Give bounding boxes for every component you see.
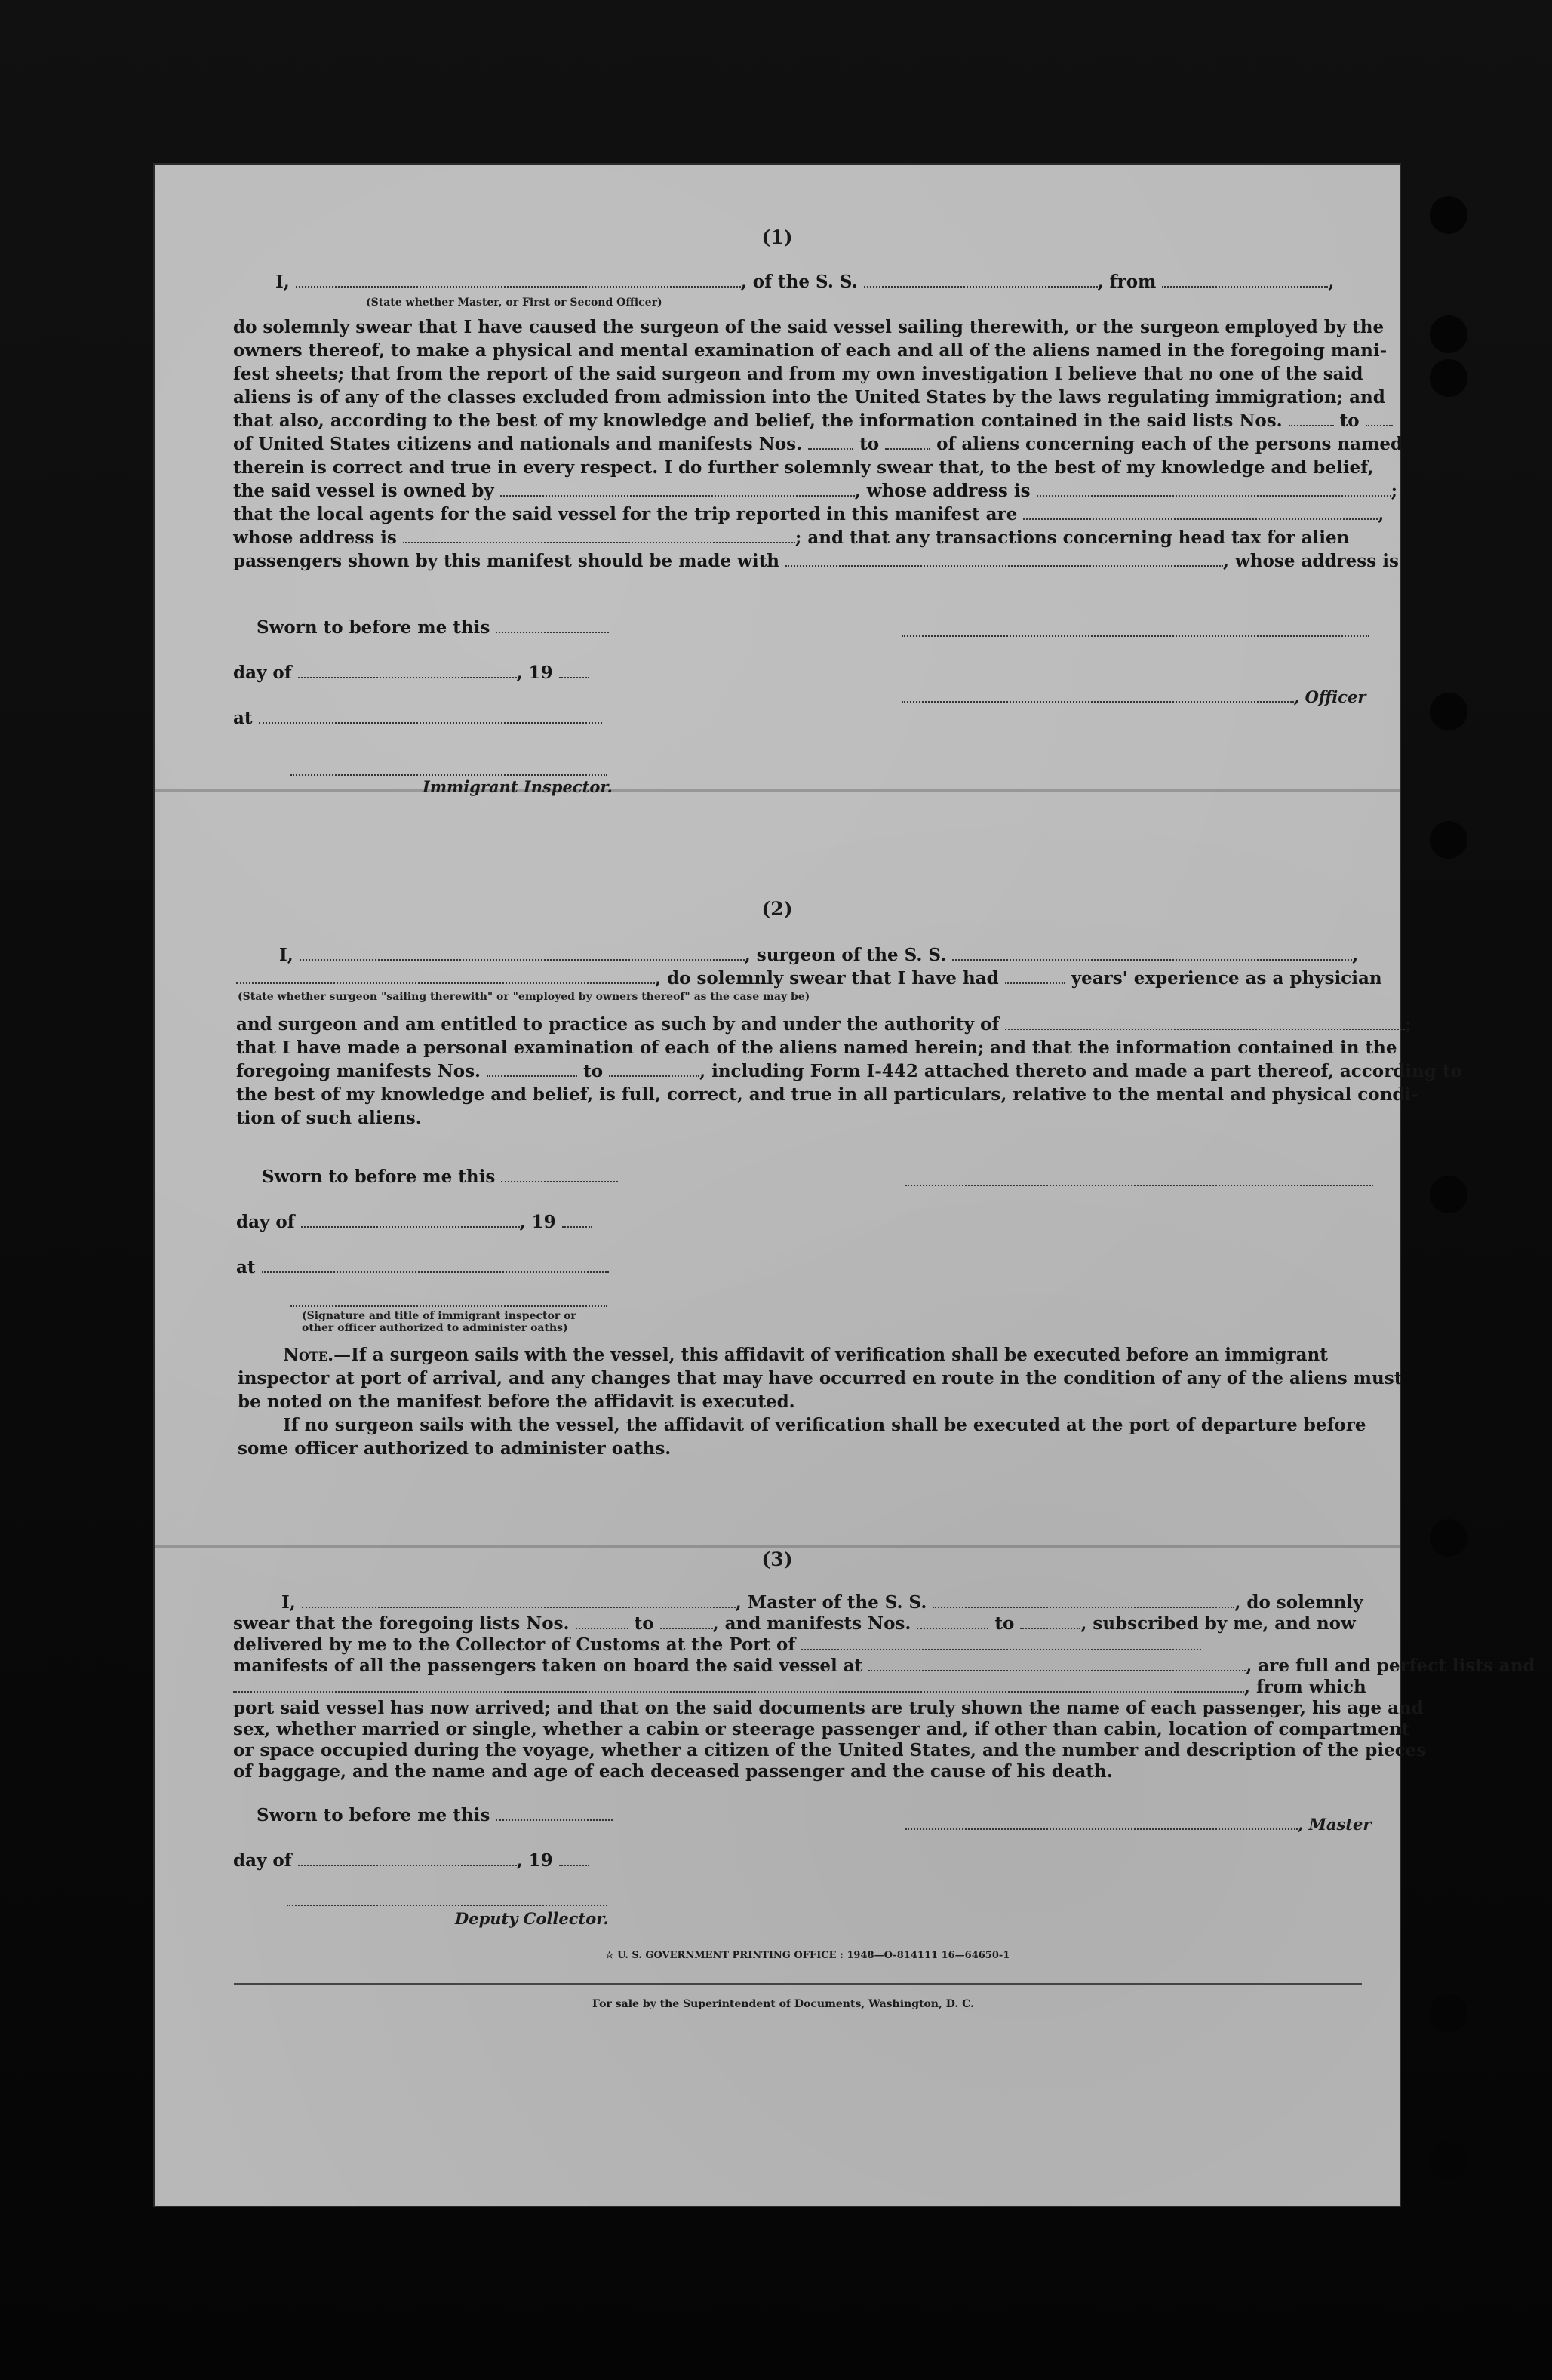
blank xyxy=(576,1614,628,1629)
s2-note-3: be noted on the manifest before the affidavit is executed. xyxy=(238,1391,795,1412)
text: , whose address is xyxy=(1223,551,1399,571)
text: , whose address is xyxy=(854,481,1031,501)
text: , 19 xyxy=(516,1850,553,1871)
blank-ship xyxy=(864,272,1098,288)
text: , and manifests Nos. xyxy=(712,1613,911,1634)
s3-body-9: of baggage, and the name and age of each deceased passenger and the cause of his death. xyxy=(233,1761,1113,1782)
s1-body-2: owners thereof, to make a physical and mental examination of each and all of the aliens named in the foregoing mani- xyxy=(233,340,1388,361)
text: at xyxy=(233,708,253,728)
text: —If a surgeon sails with the vessel, this affidavit of verification shall be executed before an immigrant xyxy=(333,1345,1328,1365)
s1-body-10 xyxy=(233,526,1349,549)
text: to xyxy=(1339,411,1360,431)
section-3-number: (3) xyxy=(761,1548,793,1570)
section-1-number: (1) xyxy=(761,226,793,248)
s3-body-3 xyxy=(233,1633,1201,1656)
s1-day-of xyxy=(233,661,589,684)
blank xyxy=(559,1851,589,1866)
text: , xyxy=(1328,272,1335,292)
blank xyxy=(298,1851,517,1866)
s2-day-of xyxy=(236,1210,592,1234)
blank-agent-address xyxy=(403,528,795,543)
blank xyxy=(302,1593,736,1608)
punch-hole xyxy=(1430,693,1467,730)
text: ; xyxy=(1405,1014,1412,1035)
text: day of xyxy=(236,1212,295,1232)
note-label: Note. xyxy=(283,1345,334,1365)
text: Sworn to before me this xyxy=(262,1167,496,1187)
blank xyxy=(952,946,1352,961)
s3-sworn xyxy=(257,1803,613,1827)
s1-signature-line xyxy=(902,635,1369,637)
s3-day-of xyxy=(233,1849,589,1872)
punch-hole xyxy=(1430,315,1467,353)
blank xyxy=(496,1806,613,1821)
blank xyxy=(562,1213,592,1228)
text: that the local agents for the said vessel for the trip reported in this manifest are xyxy=(233,504,1018,524)
section-1-line-1 xyxy=(275,270,1334,294)
s1-sworn xyxy=(257,616,609,639)
blank xyxy=(885,435,930,450)
text: ; xyxy=(1391,481,1398,501)
text: to xyxy=(994,1613,1015,1634)
punch-hole xyxy=(1430,1519,1467,1557)
s3-line-1 xyxy=(281,1591,1363,1614)
officer-label: , Officer xyxy=(1294,687,1366,706)
s2-inspector-line xyxy=(290,1305,607,1307)
text: , do solemnly xyxy=(1234,1592,1363,1613)
text: , 19 xyxy=(519,1212,556,1232)
for-sale-line: For sale by the Superintendent of Documents, Washington, D. C. xyxy=(592,1998,974,2010)
text: , 19 xyxy=(516,663,553,683)
punch-hole xyxy=(1430,1994,1467,2032)
blank xyxy=(298,663,517,678)
blank-authority xyxy=(1005,1015,1405,1030)
s3-collector-line xyxy=(287,1905,607,1906)
text: , are full and perfect lists and xyxy=(1246,1656,1535,1676)
text: and surgeon and am entitled to practice as such by and under the authority of xyxy=(236,1014,1000,1035)
s3-body-8: or space occupied during the voyage, whether a citizen of the United States, and the number and description of the pieces xyxy=(233,1740,1427,1760)
blank-port xyxy=(801,1635,1201,1650)
text: to xyxy=(634,1613,654,1634)
footer-rule xyxy=(234,1983,1362,1985)
s3-body-5 xyxy=(233,1675,1366,1699)
s1-body-6 xyxy=(233,432,1403,456)
s1-body-3: fest sheets; that from the report of the said surgeon and from my own investigation I believe that no one of the said xyxy=(233,364,1363,384)
blank xyxy=(259,709,602,724)
blank xyxy=(300,946,745,961)
blank xyxy=(487,1062,577,1077)
s1-inspector-line xyxy=(290,774,607,776)
text: , xyxy=(1378,504,1385,524)
text: at xyxy=(236,1257,256,1278)
text: that also, according to the best of my knowledge and belief, the information contained in the said lists Nos. xyxy=(233,411,1283,431)
s3-body-6: port said vessel has now arrived; and that on the said documents are truly shown the name of each passenger, his age and xyxy=(233,1698,1424,1718)
text: , surgeon of the S. S. xyxy=(744,945,947,965)
text: manifests of all the passengers taken on board the said vessel at xyxy=(233,1656,863,1676)
surgeon-note: (State whether surgeon "sailing therewith" or "employed by owners thereof" as the case may be) xyxy=(238,991,810,1003)
blank xyxy=(933,1593,1234,1608)
text: to xyxy=(583,1061,604,1081)
fold-crease xyxy=(155,1545,1400,1548)
text: ; and that any transactions concerning head tax for alien xyxy=(794,527,1350,548)
blank xyxy=(902,687,1294,703)
punch-hole xyxy=(1430,1176,1467,1213)
text: passengers shown by this manifest should be made with xyxy=(233,551,779,571)
s2-line-2 xyxy=(236,967,1382,990)
section-2-number: (2) xyxy=(761,898,793,920)
deputy-collector-label: Deputy Collector. xyxy=(455,1909,609,1928)
blank xyxy=(559,663,589,678)
master-label: , Master xyxy=(1298,1815,1372,1834)
text: , of the S. S. xyxy=(740,272,858,292)
s1-body-8 xyxy=(233,479,1397,503)
text: Sworn to before me this xyxy=(257,1805,490,1825)
text: day of xyxy=(233,663,292,683)
text: day of xyxy=(233,1850,292,1871)
fold-crease xyxy=(155,789,1400,792)
s1-body-1: do solemnly swear that I have caused the surgeon of the said vessel sailing therewith, or the surgeon employed by the xyxy=(233,317,1385,337)
blank xyxy=(1020,1614,1080,1629)
text: , xyxy=(1352,945,1359,965)
s2-line-1 xyxy=(279,943,1358,967)
blank xyxy=(236,969,655,984)
blank xyxy=(233,1677,1244,1693)
blank xyxy=(496,618,609,633)
s3-body-7: sex, whether married or single, whether a cabin or steerage passenger and, if other than cabin, location of compartment xyxy=(233,1719,1410,1739)
s2-body-5: tion of such aliens. xyxy=(236,1108,422,1128)
s1-officer-line xyxy=(902,685,1366,709)
blank xyxy=(262,1258,609,1273)
blank-officer xyxy=(296,272,741,288)
s2-note-5: some officer authorized to administer oaths. xyxy=(238,1438,672,1459)
text: of United States citizens and nationals and manifests Nos. xyxy=(233,434,803,454)
punch-hole xyxy=(1430,2142,1467,2179)
s1-body-5 xyxy=(233,409,1393,432)
s2-body-3 xyxy=(236,1059,1462,1083)
punch-hole xyxy=(1430,821,1467,859)
text: , subscribed by me, and now xyxy=(1080,1613,1356,1634)
text: , from which xyxy=(1244,1677,1366,1697)
blank-port-of-departure xyxy=(868,1656,1246,1671)
text: Sworn to before me this xyxy=(257,617,490,638)
s2-note-2: inspector at port of arrival, and any changes that may have occurred en route in the condition of any of the aliens must xyxy=(238,1368,1403,1388)
text: to xyxy=(859,434,880,454)
blank-from xyxy=(1162,272,1328,288)
text: whose address is xyxy=(233,527,397,548)
text: I, xyxy=(275,272,290,292)
text: , do solemnly swear that I have had xyxy=(655,968,999,989)
s1-at xyxy=(233,706,602,730)
text: I, xyxy=(279,945,293,965)
s2-sworn xyxy=(262,1165,618,1188)
text: of aliens concerning each of the persons named xyxy=(936,434,1403,454)
text: years' experience as a physician xyxy=(1071,968,1382,989)
blank xyxy=(1289,411,1334,426)
s3-master-line xyxy=(905,1813,1371,1837)
s2-body-4: the best of my knowledge and belief, is full, correct, and true in all particulars, relative to the mental and physical condi- xyxy=(236,1084,1418,1105)
punch-hole xyxy=(1430,196,1467,234)
s2-note-4: If no surgeon sails with the vessel, the affidavit of verification shall be executed at the port of departure before xyxy=(283,1415,1366,1435)
s3-body-2 xyxy=(233,1612,1356,1635)
blank-years xyxy=(1005,969,1065,984)
blank-address xyxy=(1037,481,1391,497)
text: I, xyxy=(281,1592,296,1613)
s1-body-9 xyxy=(233,503,1384,526)
s2-at xyxy=(236,1256,609,1279)
s1-body-11 xyxy=(233,549,1399,573)
immigrant-inspector-label: Immigrant Inspector. xyxy=(423,777,613,796)
s3-body-4 xyxy=(233,1654,1535,1677)
sig-note-2: other officer authorized to administer oaths) xyxy=(302,1322,568,1334)
text: swear that the foregoing lists Nos. xyxy=(233,1613,570,1634)
blank xyxy=(660,1614,713,1629)
officer-note: (State whether Master, or First or Second Officer) xyxy=(366,297,662,309)
manifest-page xyxy=(155,165,1535,2206)
blank-head-tax xyxy=(785,552,1223,567)
text: the said vessel is owned by xyxy=(233,481,494,501)
blank xyxy=(808,435,853,450)
blank xyxy=(501,1167,618,1182)
blank xyxy=(1366,411,1393,426)
sig-note-1: (Signature and title of immigrant inspector or xyxy=(302,1310,576,1322)
blank xyxy=(609,1062,699,1077)
text: foregoing manifests Nos. xyxy=(236,1061,481,1081)
text: , including Form I-442 attached thereto and made a part thereof, according to xyxy=(699,1061,1462,1081)
text: delivered by me to the Collector of Customs at the Port of xyxy=(233,1634,796,1655)
s2-signature-line xyxy=(905,1185,1373,1186)
s2-body-2: that I have made a personal examination of each of the aliens named herein; and that the information contained in the xyxy=(236,1038,1397,1058)
blank xyxy=(917,1614,988,1629)
punch-hole xyxy=(1430,359,1467,397)
s2-body-1 xyxy=(236,1013,1412,1036)
printing-office-line: ☆ U. S. GOVERNMENT PRINTING OFFICE : 1948—O-814111 16—64650-1 xyxy=(605,1950,1010,1961)
s2-note-1 xyxy=(283,1343,1328,1367)
text: , Master of the S. S. xyxy=(735,1592,927,1613)
blank-owner xyxy=(500,481,855,497)
text: , from xyxy=(1097,272,1157,292)
s1-body-7: therein is correct and true in every respect. I do further solemnly swear that, to the best of my knowledge and belief, xyxy=(233,457,1374,478)
s1-body-4: aliens is of any of the classes excluded from admission into the United States by the laws regulating immigration; and xyxy=(233,387,1385,407)
blank-agents xyxy=(1023,505,1378,520)
blank xyxy=(905,1815,1298,1830)
blank xyxy=(301,1213,520,1228)
